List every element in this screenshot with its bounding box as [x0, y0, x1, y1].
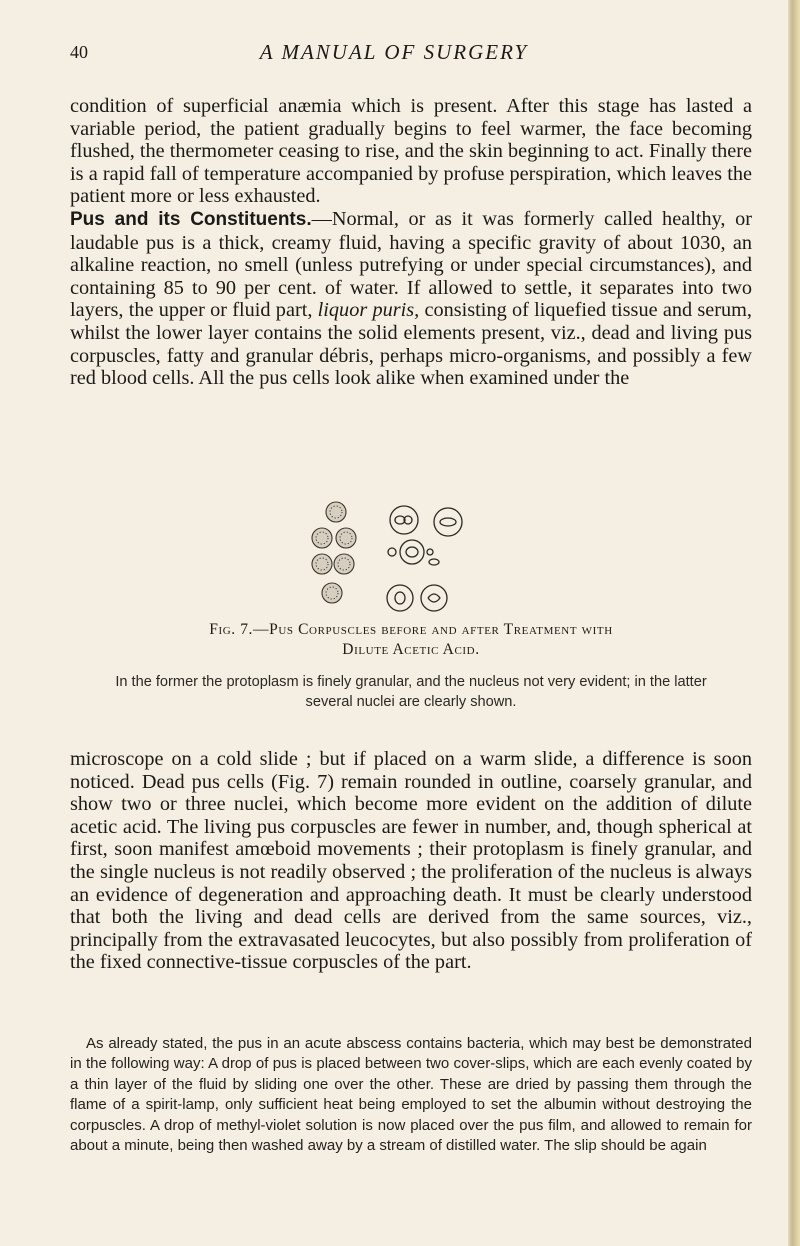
body-paragraphs-middle: [70, 748, 752, 974]
cell-granular: [312, 528, 332, 548]
cell-with-nuclei: [387, 585, 413, 611]
cell-granular: [336, 528, 356, 548]
section-text-b: consisting of liquefied tissue and serum, whilst the lower layer contains the solid elements present, viz., dead and living pus corpuscles, fatty and granular débris, perhaps micro-organisms, and possibly a few red blood cells. All the pus cells look alike when examined under the: [70, 299, 752, 390]
section-heading: Pus and its Constituents.: [70, 208, 312, 230]
cell-with-nuclei: [400, 540, 424, 564]
figure-drawing: [300, 498, 530, 614]
paragraph-microscope: microscope on a cold slide ; but if placed on a warm slide, a difference is soon noticed. Dead pus cells (Fig. 7) remain rounded in outline, coarsely granular, and show two or three nuclei, which become more evident on the addition of dilute acetic acid. The living pus corpuscles are fewer in number, and, though spherical at first, soon manifest amœboid movements ; their protoplasm is finely granular, and the single nucleus is not readily observed ; the proliferation of the nucleus is always an evidence of degeneration and approaching death. It must be clearly understood that both the living and dead cells are derived from the same sources, viz., principally from the extravasated leucocytes, but also possibly from proliferation of the fixed connective-tissue corpuscles of the part.: [70, 748, 752, 974]
small-cell: [388, 548, 396, 556]
body-paragraphs-top: [70, 95, 752, 390]
cell-granular: [312, 554, 332, 574]
page-number: 40: [70, 42, 88, 62]
cell-granular: [326, 502, 346, 522]
cell-with-nuclei: [421, 585, 447, 611]
cell-granular: [322, 583, 342, 603]
after-treatment-cells: [387, 506, 462, 611]
cell-with-nuclei: [434, 508, 462, 536]
small-print-section: [70, 1034, 752, 1156]
small-cell: [429, 559, 439, 565]
pus-corpuscles-illustration: [300, 498, 530, 614]
figure-label: Fig. 7.: [209, 621, 254, 638]
small-cell: [427, 549, 433, 555]
figure-caption-line1: —Pus Corpuscles before and after Treatment with: [253, 621, 613, 638]
paragraph-anaemia: condition of superficial anæmia which is present. After this stage has lasted a variable period, the patient gradually begins to feel warmer, the face becoming flushed, the thermometer ceasing to rise, and the skin beginning to act. Finally there is a rapid fall of temperature accompanied by profuse perspiration, which leaves the patient more or less exhausted.: [70, 95, 752, 208]
figure-caption-note: In the former the protoplasm is finely granular, and the nucleus not very evident; in the latter several nuclei are clearly shown.: [115, 674, 707, 710]
figure-caption-line2: Dilute Acetic Acid.: [342, 641, 480, 658]
section-text-a: —Normal, or as it was formerly called healthy, or laudable pus is a thick, creamy fluid, having a specific gravity of about 1030, an alkaline reaction, no smell (unless putrefying or under special circumstances), and containing 85 to 90 per cent. of water. If allowed to settle, it separates into two layers, the upper or fluid part,: [70, 207, 752, 322]
paragraph-pus-constituents: [70, 208, 752, 390]
paragraph-bacteria-staining: As already stated, the pus in an acute abscess contains bacteria, which may best be demonstrated in the following way: A drop of pus is placed between two cover-slips, which are each evenly coated by a thin layer of the fluid by sliding one over the other. These are dried by passing them through the flame of a spirit-lamp, only sufficient heat being employed to set the albumin without destroying the corpuscles. A drop of methyl-violet solution is now placed over the pus film, and allowed to remain for about a minute, being then washed away by a stream of distilled water. The slip should be again: [70, 1035, 752, 1155]
page-binding-edge: [788, 0, 800, 1246]
latin-term: liquor puris,: [317, 299, 420, 322]
cell-granular: [334, 554, 354, 574]
running-title: A MANUAL OF SURGERY: [259, 40, 529, 64]
figure-caption: [70, 620, 752, 660]
